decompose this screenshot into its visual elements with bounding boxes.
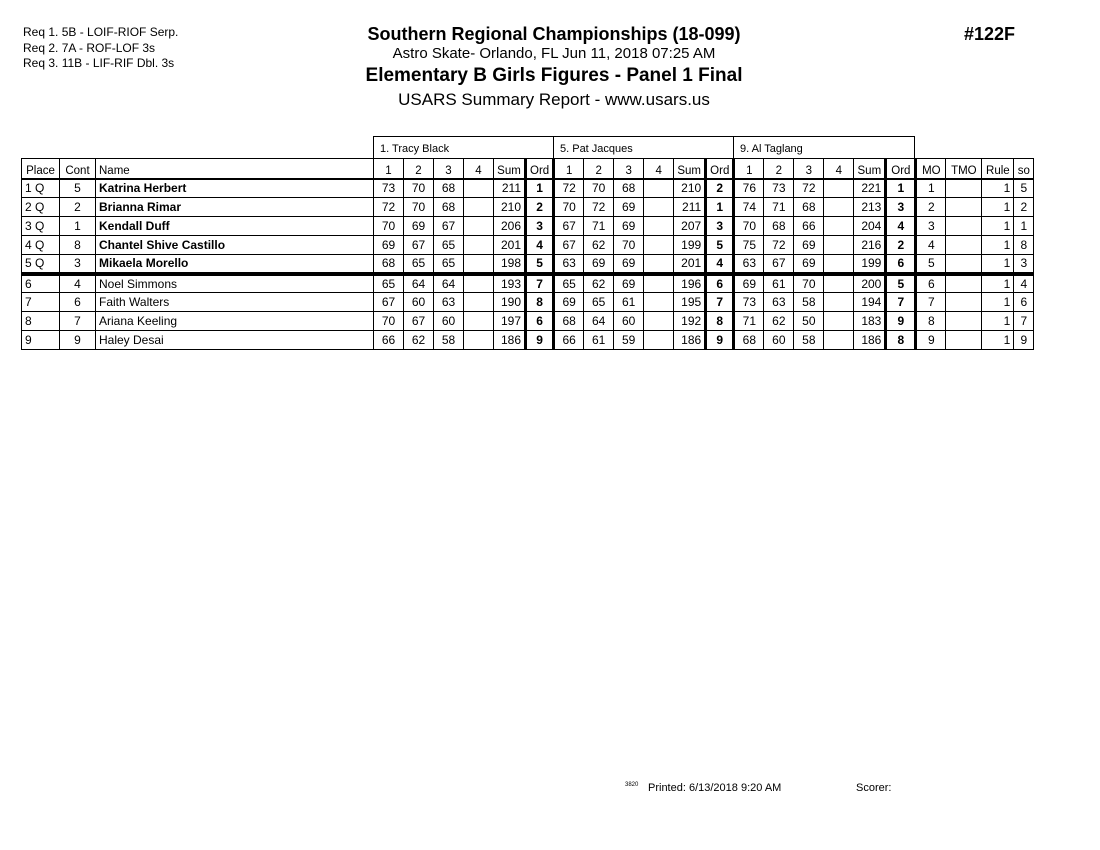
judge-1-score-3-cell: 67 — [434, 217, 464, 236]
rule-cell: 1 — [982, 236, 1014, 255]
rule-cell: 1 — [982, 179, 1014, 198]
judge-1-ordinal-cell: 4 — [526, 236, 554, 255]
judge-2-score-1-cell: 68 — [554, 312, 584, 331]
judge-1-ordinal-cell: 8 — [526, 293, 554, 312]
judge-3-score-2-cell: 72 — [764, 236, 794, 255]
header-j1-s4: 4 — [464, 159, 494, 179]
table-row — [22, 274, 1034, 293]
judge-2-score-1-cell: 67 — [554, 236, 584, 255]
rule-cell: 1 — [982, 217, 1014, 236]
contestant-number-cell: 5 — [60, 179, 96, 198]
tmo-cell — [946, 217, 982, 236]
judge-2-header: 5. Pat Jacques — [553, 136, 734, 160]
judge-1-score-3-cell: 63 — [434, 293, 464, 312]
judge-3-score-4-cell — [824, 179, 854, 198]
judge-1-score-2-cell: 64 — [404, 274, 434, 293]
judge-1-score-2-cell: 67 — [404, 312, 434, 331]
header-j2-ord: Ord — [706, 159, 734, 179]
judge-2-score-1-cell: 70 — [554, 198, 584, 217]
judge-2-ordinal-cell: 4 — [706, 255, 734, 274]
judge-1-score-2-cell: 69 — [404, 217, 434, 236]
tmo-cell — [946, 179, 982, 198]
judge-1-score-4-cell — [464, 274, 494, 293]
event-code: #122F — [964, 24, 1016, 44]
rule-cell: 1 — [982, 198, 1014, 217]
judge-3-ordinal-cell: 4 — [886, 217, 916, 236]
header-mo: MO — [916, 159, 946, 179]
judge-2-sum-cell: 195 — [674, 293, 706, 312]
judge-2-score-3-cell: 69 — [614, 255, 644, 274]
so-cell: 5 — [1014, 179, 1034, 198]
judge-2-ordinal-cell: 9 — [706, 331, 734, 350]
header-j1-s2: 2 — [404, 159, 434, 179]
requirements-list — [23, 25, 178, 72]
judge-3-score-2-cell: 71 — [764, 198, 794, 217]
contestant-number-cell: 8 — [60, 236, 96, 255]
skater-name-cell: Haley Desai — [96, 331, 374, 350]
judge-1-score-2-cell: 70 — [404, 179, 434, 198]
tmo-cell — [946, 312, 982, 331]
judge-1-sum-cell: 211 — [494, 179, 526, 198]
judge-1-score-1-cell: 67 — [374, 293, 404, 312]
judge-3-score-1-cell: 70 — [734, 217, 764, 236]
judge-2-score-1-cell: 69 — [554, 293, 584, 312]
judge-1-score-1-cell: 70 — [374, 217, 404, 236]
judge-1-sum-cell: 210 — [494, 198, 526, 217]
requirement-1: Req 1. 5B - LOIF-RIOF Serp. — [23, 25, 179, 39]
judge-1-score-3-cell: 68 — [434, 198, 464, 217]
results-body — [22, 179, 1034, 350]
table-row — [22, 217, 1034, 236]
judge-1-sum-cell: 198 — [494, 255, 526, 274]
judge-2-ordinal-cell: 3 — [706, 217, 734, 236]
venue-date: Astro Skate- Orlando, FL Jun 11, 2018 07:25 AM — [392, 45, 716, 62]
judge-2-score-4-cell — [644, 274, 674, 293]
skater-name-cell: Noel Simmons — [96, 274, 374, 293]
judge-3-ordinal-cell: 9 — [886, 312, 916, 331]
header-j1-s3: 3 — [434, 159, 464, 179]
header-j3-s2: 2 — [764, 159, 794, 179]
judge-2-score-1-cell: 67 — [554, 217, 584, 236]
judge-3-score-3-cell: 68 — [794, 198, 824, 217]
judge-3-ordinal-cell: 3 — [886, 198, 916, 217]
header-j1-sum: Sum — [494, 159, 526, 179]
header-j2-sum: Sum — [674, 159, 706, 179]
judge-1-ordinal-cell: 6 — [526, 312, 554, 331]
judge-3-sum-cell: 200 — [854, 274, 886, 293]
judge-3-sum-cell: 186 — [854, 331, 886, 350]
judge-2-ordinal-cell: 6 — [706, 274, 734, 293]
table-row — [22, 198, 1034, 217]
judge-3-sum-cell: 216 — [854, 236, 886, 255]
place-cell: 4 Q — [22, 236, 60, 255]
table-row — [22, 179, 1034, 198]
judge-1-score-4-cell — [464, 293, 494, 312]
header-place: Place — [22, 159, 60, 179]
judge-1-score-4-cell — [464, 217, 494, 236]
judge-1-score-1-cell: 65 — [374, 274, 404, 293]
judge-2-score-2-cell: 65 — [584, 293, 614, 312]
judge-2-ordinal-cell: 8 — [706, 312, 734, 331]
so-cell: 7 — [1014, 312, 1034, 331]
judge-3-score-3-cell: 58 — [794, 293, 824, 312]
judge-3-sum-cell: 194 — [854, 293, 886, 312]
report-title: USARS Summary Report - www.usars.us — [398, 90, 710, 109]
judge-1-sum-cell: 193 — [494, 274, 526, 293]
mo-cell: 5 — [916, 255, 946, 274]
table-row — [22, 293, 1034, 312]
judge-1-score-2-cell: 70 — [404, 198, 434, 217]
header-rule: Rule — [982, 159, 1014, 179]
mo-cell: 6 — [916, 274, 946, 293]
mo-cell: 8 — [916, 312, 946, 331]
skater-name-cell: Faith Walters — [96, 293, 374, 312]
place-cell: 5 Q — [22, 255, 60, 274]
rule-cell: 1 — [982, 274, 1014, 293]
header-j1-ord: Ord — [526, 159, 554, 179]
printed-date: Printed: 6/13/2018 9:20 AM — [648, 782, 782, 794]
judge-3-ordinal-cell: 2 — [886, 236, 916, 255]
judge-3-sum-cell: 199 — [854, 255, 886, 274]
contestant-number-cell: 7 — [60, 312, 96, 331]
header-j2-s3: 3 — [614, 159, 644, 179]
judge-2-ordinal-cell: 2 — [706, 179, 734, 198]
judge-2-score-4-cell — [644, 312, 674, 331]
results-table — [21, 158, 1034, 350]
rule-cell: 1 — [982, 293, 1014, 312]
judge-2-score-3-cell: 68 — [614, 179, 644, 198]
judge-2-sum-cell: 196 — [674, 274, 706, 293]
header-j3-s4: 4 — [824, 159, 854, 179]
judge-3-score-4-cell — [824, 274, 854, 293]
rule-cell: 1 — [982, 255, 1014, 274]
place-cell: 1 Q — [22, 179, 60, 198]
judge-1-ordinal-cell: 7 — [526, 274, 554, 293]
judge-3-score-1-cell: 76 — [734, 179, 764, 198]
judge-2-score-4-cell — [644, 331, 674, 350]
mo-cell: 4 — [916, 236, 946, 255]
judge-1-sum-cell: 190 — [494, 293, 526, 312]
table-row — [22, 236, 1034, 255]
header-j2-s4: 4 — [644, 159, 674, 179]
header-j2-s1: 1 — [554, 159, 584, 179]
judge-2-score-3-cell: 60 — [614, 312, 644, 331]
place-cell: 8 — [22, 312, 60, 331]
skater-name-cell: Chantel Shive Castillo — [96, 236, 374, 255]
judge-2-score-2-cell: 61 — [584, 331, 614, 350]
place-cell: 3 Q — [22, 217, 60, 236]
skater-name-cell: Katrina Herbert — [96, 179, 374, 198]
judge-3-score-2-cell: 61 — [764, 274, 794, 293]
rule-cell: 1 — [982, 312, 1014, 331]
judge-2-score-3-cell: 70 — [614, 236, 644, 255]
judge-1-ordinal-cell: 1 — [526, 179, 554, 198]
tmo-cell — [946, 236, 982, 255]
judge-2-sum-cell: 186 — [674, 331, 706, 350]
judge-2-score-1-cell: 72 — [554, 179, 584, 198]
competition-title: Southern Regional Championships (18-099) — [367, 24, 741, 44]
mo-cell: 2 — [916, 198, 946, 217]
judge-2-score-2-cell: 71 — [584, 217, 614, 236]
judge-1-score-2-cell: 60 — [404, 293, 434, 312]
judge-3-score-4-cell — [824, 236, 854, 255]
judge-1-score-3-cell: 60 — [434, 312, 464, 331]
judge-3-score-4-cell — [824, 293, 854, 312]
contestant-number-cell: 3 — [60, 255, 96, 274]
judge-3-score-4-cell — [824, 331, 854, 350]
judge-3-score-3-cell: 58 — [794, 331, 824, 350]
judge-3-score-2-cell: 73 — [764, 179, 794, 198]
judge-3-ordinal-cell: 5 — [886, 274, 916, 293]
header-name: Name — [96, 159, 374, 179]
judge-2-sum-cell: 192 — [674, 312, 706, 331]
judge-3-score-1-cell: 69 — [734, 274, 764, 293]
table-row — [22, 312, 1034, 331]
tmo-cell — [946, 198, 982, 217]
judge-3-sum-cell: 183 — [854, 312, 886, 331]
judge-1-score-3-cell: 68 — [434, 179, 464, 198]
judge-2-score-1-cell: 63 — [554, 255, 584, 274]
so-cell: 9 — [1014, 331, 1034, 350]
judge-2-score-3-cell: 69 — [614, 198, 644, 217]
judge-2-sum-cell: 201 — [674, 255, 706, 274]
judge-3-score-2-cell: 63 — [764, 293, 794, 312]
judge-2-ordinal-cell: 7 — [706, 293, 734, 312]
skater-name-cell: Kendall Duff — [96, 217, 374, 236]
judge-2-score-4-cell — [644, 236, 674, 255]
judge-1-score-4-cell — [464, 179, 494, 198]
judge-1-ordinal-cell: 2 — [526, 198, 554, 217]
judge-2-score-2-cell: 62 — [584, 236, 614, 255]
scorer-label: Scorer: — [856, 782, 892, 794]
rule-cell: 1 — [982, 331, 1014, 350]
so-cell: 4 — [1014, 274, 1034, 293]
judge-3-score-2-cell: 62 — [764, 312, 794, 331]
so-cell: 6 — [1014, 293, 1034, 312]
judge-3-sum-cell: 213 — [854, 198, 886, 217]
requirement-3: Req 3. 11B - LIF-RIF Dbl. 3s — [23, 56, 175, 70]
contestant-number-cell: 6 — [60, 293, 96, 312]
judge-2-ordinal-cell: 5 — [706, 236, 734, 255]
header-j3-ord: Ord — [886, 159, 916, 179]
mo-cell: 1 — [916, 179, 946, 198]
judge-3-sum-cell: 204 — [854, 217, 886, 236]
judge-2-score-2-cell: 64 — [584, 312, 614, 331]
place-cell: 2 Q — [22, 198, 60, 217]
judge-3-score-3-cell: 69 — [794, 255, 824, 274]
judge-1-score-4-cell — [464, 331, 494, 350]
tmo-cell — [946, 331, 982, 350]
judge-3-sum-cell: 221 — [854, 179, 886, 198]
judge-1-sum-cell: 206 — [494, 217, 526, 236]
judge-3-score-1-cell: 71 — [734, 312, 764, 331]
judge-2-score-4-cell — [644, 198, 674, 217]
judge-3-ordinal-cell: 6 — [886, 255, 916, 274]
tmo-cell — [946, 274, 982, 293]
judge-1-score-1-cell: 72 — [374, 198, 404, 217]
judge-1-score-4-cell — [464, 312, 494, 331]
skater-name-cell: Ariana Keeling — [96, 312, 374, 331]
judge-2-score-3-cell: 69 — [614, 274, 644, 293]
contestant-number-cell: 1 — [60, 217, 96, 236]
judge-2-sum-cell: 211 — [674, 198, 706, 217]
mo-cell: 7 — [916, 293, 946, 312]
judge-1-score-1-cell: 70 — [374, 312, 404, 331]
header-j3-sum: Sum — [854, 159, 886, 179]
judge-1-score-2-cell: 67 — [404, 236, 434, 255]
judge-3-header: 9. Al Taglang — [733, 136, 915, 160]
judge-1-sum-cell: 186 — [494, 331, 526, 350]
so-cell: 8 — [1014, 236, 1034, 255]
judge-1-ordinal-cell: 3 — [526, 217, 554, 236]
judge-2-score-4-cell — [644, 217, 674, 236]
judge-1-sum-cell: 201 — [494, 236, 526, 255]
judge-2-score-2-cell: 72 — [584, 198, 614, 217]
contestant-number-cell: 9 — [60, 331, 96, 350]
judge-1-score-3-cell: 65 — [434, 255, 464, 274]
table-row — [22, 331, 1034, 350]
header-j1-s1: 1 — [374, 159, 404, 179]
place-cell: 9 — [22, 331, 60, 350]
judge-3-score-1-cell: 75 — [734, 236, 764, 255]
judge-1-ordinal-cell: 9 — [526, 331, 554, 350]
judge-2-score-1-cell: 65 — [554, 274, 584, 293]
judge-1-score-3-cell: 65 — [434, 236, 464, 255]
header-cont: Cont — [60, 159, 96, 179]
judge-3-score-1-cell: 68 — [734, 331, 764, 350]
judge-3-score-3-cell: 70 — [794, 274, 824, 293]
place-cell: 7 — [22, 293, 60, 312]
judge-1-ordinal-cell: 5 — [526, 255, 554, 274]
judge-2-sum-cell: 210 — [674, 179, 706, 198]
so-cell: 2 — [1014, 198, 1034, 217]
judge-2-score-4-cell — [644, 293, 674, 312]
judge-3-score-3-cell: 69 — [794, 236, 824, 255]
judge-2-ordinal-cell: 1 — [706, 198, 734, 217]
judge-3-ordinal-cell: 8 — [886, 331, 916, 350]
mo-cell: 3 — [916, 217, 946, 236]
skater-name-cell: Mikaela Morello — [96, 255, 374, 274]
judge-2-score-2-cell: 62 — [584, 274, 614, 293]
judge-2-score-4-cell — [644, 255, 674, 274]
judge-1-score-4-cell — [464, 255, 494, 274]
judge-3-score-3-cell: 66 — [794, 217, 824, 236]
judge-2-sum-cell: 199 — [674, 236, 706, 255]
judge-3-score-3-cell: 50 — [794, 312, 824, 331]
column-header-row — [22, 159, 1034, 179]
tmo-cell — [946, 255, 982, 274]
judge-1-score-1-cell: 73 — [374, 179, 404, 198]
judge-1-score-3-cell: 64 — [434, 274, 464, 293]
judge-2-sum-cell: 207 — [674, 217, 706, 236]
judge-3-score-4-cell — [824, 198, 854, 217]
judge-1-score-4-cell — [464, 198, 494, 217]
judge-1-score-3-cell: 58 — [434, 331, 464, 350]
header-j2-s2: 2 — [584, 159, 614, 179]
judge-1-sum-cell: 197 — [494, 312, 526, 331]
judge-3-score-4-cell — [824, 255, 854, 274]
judge-3-score-1-cell: 63 — [734, 255, 764, 274]
table-row — [22, 255, 1034, 274]
judge-1-score-4-cell — [464, 236, 494, 255]
judge-1-score-1-cell: 69 — [374, 236, 404, 255]
judge-2-score-4-cell — [644, 179, 674, 198]
judge-3-ordinal-cell: 1 — [886, 179, 916, 198]
judge-2-score-3-cell: 59 — [614, 331, 644, 350]
header-j3-s3: 3 — [794, 159, 824, 179]
contestant-number-cell: 2 — [60, 198, 96, 217]
footer-code: 3820 — [625, 782, 639, 788]
judge-3-score-4-cell — [824, 217, 854, 236]
judge-1-score-2-cell: 62 — [404, 331, 434, 350]
judge-3-score-2-cell: 60 — [764, 331, 794, 350]
judge-2-score-2-cell: 70 — [584, 179, 614, 198]
judge-2-score-1-cell: 66 — [554, 331, 584, 350]
judge-3-score-4-cell — [824, 312, 854, 331]
header-j3-s1: 1 — [734, 159, 764, 179]
skater-name-cell: Brianna Rimar — [96, 198, 374, 217]
judge-1-header: 1. Tracy Black — [373, 136, 554, 160]
judge-3-ordinal-cell: 7 — [886, 293, 916, 312]
judge-2-score-2-cell: 69 — [584, 255, 614, 274]
judge-3-score-1-cell: 74 — [734, 198, 764, 217]
judge-2-score-3-cell: 61 — [614, 293, 644, 312]
mo-cell: 9 — [916, 331, 946, 350]
judge-1-score-1-cell: 68 — [374, 255, 404, 274]
header-so: so — [1014, 159, 1034, 179]
judge-3-score-3-cell: 72 — [794, 179, 824, 198]
judge-1-score-1-cell: 66 — [374, 331, 404, 350]
judge-3-score-2-cell: 68 — [764, 217, 794, 236]
contestant-number-cell: 4 — [60, 274, 96, 293]
judge-2-score-3-cell: 69 — [614, 217, 644, 236]
header-tmo: TMO — [946, 159, 982, 179]
judge-1-score-2-cell: 65 — [404, 255, 434, 274]
event-title: Elementary B Girls Figures - Panel 1 Final — [365, 65, 743, 86]
judge-3-score-2-cell: 67 — [764, 255, 794, 274]
tmo-cell — [946, 293, 982, 312]
judge-3-score-1-cell: 73 — [734, 293, 764, 312]
so-cell: 3 — [1014, 255, 1034, 274]
requirement-2: Req 2. 7A - ROF-LOF 3s — [23, 40, 156, 55]
place-cell: 6 — [22, 274, 60, 293]
so-cell: 1 — [1014, 217, 1034, 236]
